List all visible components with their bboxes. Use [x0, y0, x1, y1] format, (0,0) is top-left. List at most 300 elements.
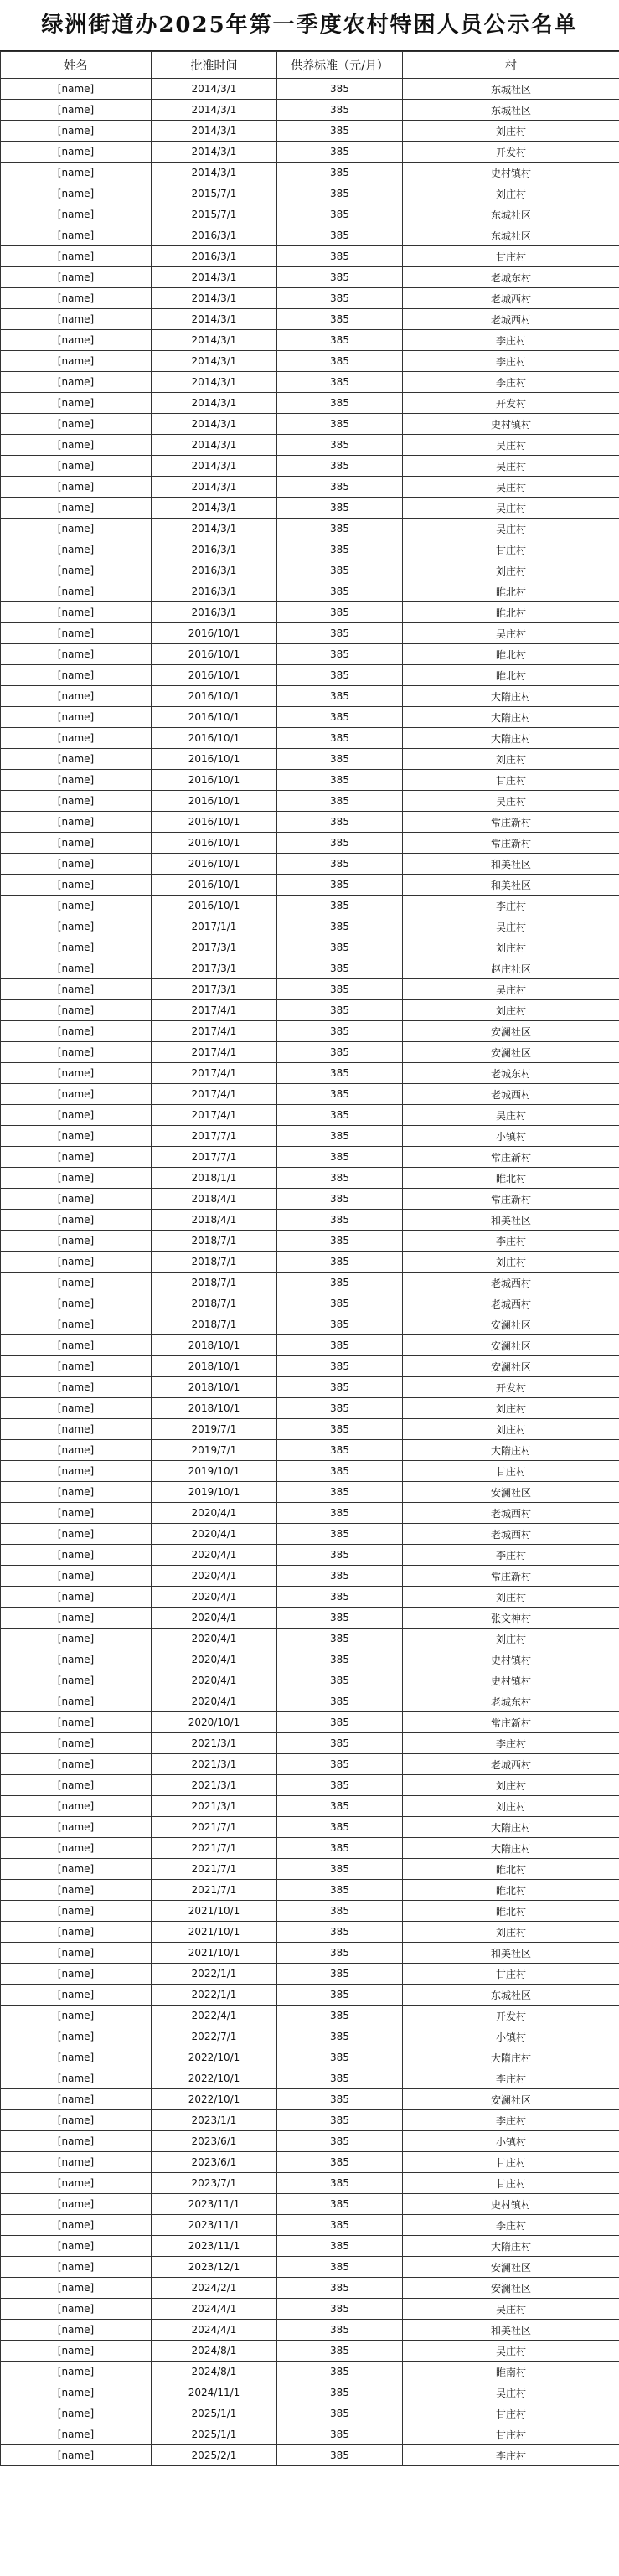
- name-cell: [name]: [1, 2362, 152, 2382]
- table-row: [1, 1398, 619, 1419]
- table-row: [1, 1419, 619, 1440]
- table-row: [1, 854, 619, 875]
- table-row: [1, 183, 619, 204]
- standard-cell: 385: [277, 2320, 403, 2341]
- table-row: [1, 1775, 619, 1796]
- table-row: [1, 1377, 619, 1398]
- name-cell: [name]: [1, 1482, 152, 1503]
- approval-date-cell: 2025/2/1: [152, 2445, 277, 2466]
- name-cell: [name]: [1, 1964, 152, 1985]
- table-row: [1, 728, 619, 749]
- standard-cell: 385: [277, 1691, 403, 1712]
- table-row: [1, 2341, 619, 2362]
- village-cell: 安澜社区: [403, 2278, 619, 2299]
- name-cell: [name]: [1, 477, 152, 498]
- name-cell: [name]: [1, 1838, 152, 1859]
- table-row: [1, 1545, 619, 1566]
- table-row: [1, 2110, 619, 2131]
- village-cell: 吴庄村: [403, 1105, 619, 1126]
- approval-date-cell: 2014/3/1: [152, 414, 277, 435]
- table-row: [1, 1754, 619, 1775]
- name-cell: [name]: [1, 686, 152, 707]
- standard-cell: 385: [277, 1733, 403, 1754]
- standard-cell: 385: [277, 2362, 403, 2382]
- name-cell: [name]: [1, 1587, 152, 1608]
- table-row: [1, 2403, 619, 2424]
- standard-cell: 385: [277, 1943, 403, 1964]
- village-cell: 甘庄村: [403, 770, 619, 791]
- approval-date-cell: 2022/4/1: [152, 2006, 277, 2026]
- table-row: [1, 2236, 619, 2257]
- column-header-approval-date: 批准时间: [152, 52, 277, 79]
- approval-date-cell: 2021/7/1: [152, 1838, 277, 1859]
- standard-cell: 385: [277, 1356, 403, 1377]
- approval-date-cell: 2019/10/1: [152, 1482, 277, 1503]
- approval-date-cell: 2016/10/1: [152, 875, 277, 896]
- name-cell: [name]: [1, 1147, 152, 1168]
- approval-date-cell: 2024/2/1: [152, 2278, 277, 2299]
- village-cell: 小镇村: [403, 2026, 619, 2047]
- standard-cell: 385: [277, 979, 403, 1000]
- table-row: [1, 1273, 619, 1293]
- approval-date-cell: 2016/10/1: [152, 686, 277, 707]
- standard-cell: 385: [277, 330, 403, 351]
- village-cell: 和美社区: [403, 854, 619, 875]
- approval-date-cell: 2017/7/1: [152, 1147, 277, 1168]
- name-cell: [name]: [1, 1922, 152, 1943]
- name-cell: [name]: [1, 1566, 152, 1587]
- name-cell: [name]: [1, 2341, 152, 2362]
- approval-date-cell: 2016/10/1: [152, 833, 277, 854]
- standard-cell: 385: [277, 1754, 403, 1775]
- name-cell: [name]: [1, 1461, 152, 1482]
- standard-cell: 385: [277, 1880, 403, 1901]
- table-row: [1, 204, 619, 225]
- village-cell: 老城西村: [403, 1754, 619, 1775]
- approval-date-cell: 2016/10/1: [152, 896, 277, 916]
- table-row: [1, 1838, 619, 1859]
- name-cell: [name]: [1, 770, 152, 791]
- village-cell: 史村镇村: [403, 1670, 619, 1691]
- approval-date-cell: 2018/1/1: [152, 1168, 277, 1189]
- approval-date-cell: 2014/3/1: [152, 79, 277, 100]
- approval-date-cell: 2024/8/1: [152, 2341, 277, 2362]
- approval-date-cell: 2014/3/1: [152, 309, 277, 330]
- village-cell: 睢北村: [403, 1168, 619, 1189]
- table-row: [1, 1629, 619, 1649]
- standard-cell: 385: [277, 1922, 403, 1943]
- village-cell: 史村镇村: [403, 414, 619, 435]
- table-row: [1, 1000, 619, 1021]
- table-row: [1, 1712, 619, 1733]
- table-row: [1, 1503, 619, 1524]
- approval-date-cell: 2020/4/1: [152, 1691, 277, 1712]
- approval-date-cell: 2014/3/1: [152, 435, 277, 456]
- name-cell: [name]: [1, 1943, 152, 1964]
- approval-date-cell: 2014/3/1: [152, 121, 277, 142]
- village-cell: 李庄村: [403, 2215, 619, 2236]
- table-row: [1, 2152, 619, 2173]
- name-cell: [name]: [1, 163, 152, 183]
- name-cell: [name]: [1, 2068, 152, 2089]
- name-cell: [name]: [1, 2089, 152, 2110]
- name-cell: [name]: [1, 142, 152, 163]
- approval-date-cell: 2014/3/1: [152, 477, 277, 498]
- standard-cell: 385: [277, 288, 403, 309]
- village-cell: 甘庄村: [403, 2424, 619, 2445]
- approval-date-cell: 2018/7/1: [152, 1314, 277, 1335]
- village-cell: 大隋庄村: [403, 1838, 619, 1859]
- name-cell: [name]: [1, 79, 152, 100]
- village-cell: 刘庄村: [403, 749, 619, 770]
- approval-date-cell: 2023/6/1: [152, 2152, 277, 2173]
- village-cell: 和美社区: [403, 1943, 619, 1964]
- approval-date-cell: 2017/4/1: [152, 1105, 277, 1126]
- table-row: [1, 560, 619, 581]
- village-cell: 大隋庄村: [403, 1817, 619, 1838]
- name-cell: [name]: [1, 498, 152, 519]
- approval-date-cell: 2016/3/1: [152, 581, 277, 602]
- name-cell: [name]: [1, 2152, 152, 2173]
- name-cell: [name]: [1, 2110, 152, 2131]
- standard-cell: 385: [277, 1147, 403, 1168]
- table-row: [1, 2068, 619, 2089]
- name-cell: [name]: [1, 2026, 152, 2047]
- standard-cell: 385: [277, 2089, 403, 2110]
- village-cell: 老城西村: [403, 1524, 619, 1545]
- standard-cell: 385: [277, 2382, 403, 2403]
- table-row: [1, 435, 619, 456]
- table-row: [1, 477, 619, 498]
- table-row: [1, 1796, 619, 1817]
- standard-cell: 385: [277, 1063, 403, 1084]
- table-row: [1, 707, 619, 728]
- village-cell: 老城东村: [403, 1691, 619, 1712]
- table-row: [1, 2278, 619, 2299]
- standard-cell: 385: [277, 1293, 403, 1314]
- village-cell: 安澜社区: [403, 1021, 619, 1042]
- standard-cell: 385: [277, 372, 403, 393]
- village-cell: 吴庄村: [403, 916, 619, 937]
- approval-date-cell: 2016/3/1: [152, 602, 277, 623]
- standard-cell: 385: [277, 896, 403, 916]
- standard-cell: 385: [277, 1398, 403, 1419]
- name-cell: [name]: [1, 665, 152, 686]
- village-cell: 小镇村: [403, 2131, 619, 2152]
- approval-date-cell: 2018/4/1: [152, 1189, 277, 1210]
- table-row: [1, 539, 619, 560]
- standard-cell: 385: [277, 2047, 403, 2068]
- approval-date-cell: 2014/3/1: [152, 456, 277, 477]
- name-cell: [name]: [1, 581, 152, 602]
- standard-cell: 385: [277, 204, 403, 225]
- standard-cell: 385: [277, 791, 403, 812]
- standard-cell: 385: [277, 100, 403, 121]
- table-row: [1, 1901, 619, 1922]
- standard-cell: 385: [277, 1587, 403, 1608]
- table-row: [1, 1649, 619, 1670]
- table-row: [1, 1943, 619, 1964]
- table-row: [1, 623, 619, 644]
- table-row: [1, 1733, 619, 1754]
- table-row: [1, 1608, 619, 1629]
- table-row: [1, 1293, 619, 1314]
- approval-date-cell: 2016/3/1: [152, 539, 277, 560]
- approval-date-cell: 2016/10/1: [152, 707, 277, 728]
- name-cell: [name]: [1, 875, 152, 896]
- village-cell: 东城社区: [403, 204, 619, 225]
- name-cell: [name]: [1, 1000, 152, 1021]
- table-row: [1, 1210, 619, 1231]
- village-cell: 刘庄村: [403, 937, 619, 958]
- name-cell: [name]: [1, 1189, 152, 1210]
- approval-date-cell: 2017/4/1: [152, 1021, 277, 1042]
- standard-cell: 385: [277, 477, 403, 498]
- approval-date-cell: 2017/3/1: [152, 958, 277, 979]
- village-cell: 史村镇村: [403, 1649, 619, 1670]
- village-cell: 李庄村: [403, 372, 619, 393]
- table-row: [1, 1587, 619, 1608]
- table-row: [1, 1189, 619, 1210]
- village-cell: 东城社区: [403, 225, 619, 246]
- approval-date-cell: 2018/7/1: [152, 1293, 277, 1314]
- standard-cell: 385: [277, 1482, 403, 1503]
- table-row: [1, 1964, 619, 1985]
- village-cell: 吴庄村: [403, 519, 619, 539]
- name-cell: [name]: [1, 1335, 152, 1356]
- name-cell: [name]: [1, 2445, 152, 2466]
- standard-cell: 385: [277, 246, 403, 267]
- approval-date-cell: 2015/7/1: [152, 204, 277, 225]
- table-row: [1, 1859, 619, 1880]
- village-cell: 吴庄村: [403, 623, 619, 644]
- standard-cell: 385: [277, 1901, 403, 1922]
- table-row: [1, 1985, 619, 2006]
- table-row: [1, 644, 619, 665]
- name-cell: [name]: [1, 2424, 152, 2445]
- village-cell: 史村镇村: [403, 2194, 619, 2215]
- table-row: [1, 833, 619, 854]
- approval-date-cell: 2020/4/1: [152, 1608, 277, 1629]
- table-row: [1, 519, 619, 539]
- standard-cell: 385: [277, 2131, 403, 2152]
- approval-date-cell: 2017/1/1: [152, 916, 277, 937]
- table-row: [1, 309, 619, 330]
- name-cell: [name]: [1, 1733, 152, 1754]
- name-cell: [name]: [1, 1754, 152, 1775]
- approval-date-cell: 2020/4/1: [152, 1524, 277, 1545]
- name-cell: [name]: [1, 539, 152, 560]
- name-cell: [name]: [1, 1042, 152, 1063]
- approval-date-cell: 2023/12/1: [152, 2257, 277, 2278]
- village-cell: 安澜社区: [403, 2257, 619, 2278]
- approval-date-cell: 2014/3/1: [152, 351, 277, 372]
- approval-date-cell: 2017/7/1: [152, 1126, 277, 1147]
- standard-cell: 385: [277, 1440, 403, 1461]
- table-row: [1, 2089, 619, 2110]
- standard-cell: 385: [277, 1524, 403, 1545]
- table-row: [1, 749, 619, 770]
- standard-cell: 385: [277, 519, 403, 539]
- village-cell: 安澜社区: [403, 1314, 619, 1335]
- name-cell: [name]: [1, 519, 152, 539]
- name-cell: [name]: [1, 979, 152, 1000]
- standard-cell: 385: [277, 1461, 403, 1482]
- village-cell: 开发村: [403, 393, 619, 414]
- name-cell: [name]: [1, 1398, 152, 1419]
- standard-cell: 385: [277, 498, 403, 519]
- name-cell: [name]: [1, 2257, 152, 2278]
- name-cell: [name]: [1, 2382, 152, 2403]
- standard-cell: 385: [277, 1838, 403, 1859]
- approval-date-cell: 2023/11/1: [152, 2215, 277, 2236]
- table-row: [1, 2173, 619, 2194]
- approval-date-cell: 2020/10/1: [152, 1712, 277, 1733]
- table-row: [1, 770, 619, 791]
- name-cell: [name]: [1, 916, 152, 937]
- name-cell: [name]: [1, 414, 152, 435]
- standard-cell: 385: [277, 1105, 403, 1126]
- standard-cell: 385: [277, 2006, 403, 2026]
- name-cell: [name]: [1, 1021, 152, 1042]
- village-cell: 老城西村: [403, 288, 619, 309]
- name-cell: [name]: [1, 1063, 152, 1084]
- village-cell: 睢南村: [403, 2362, 619, 2382]
- standard-cell: 385: [277, 1000, 403, 1021]
- table-row: [1, 686, 619, 707]
- name-cell: [name]: [1, 1419, 152, 1440]
- name-cell: [name]: [1, 2173, 152, 2194]
- village-cell: 常庄新村: [403, 1566, 619, 1587]
- table-row: [1, 1314, 619, 1335]
- standard-cell: 385: [277, 958, 403, 979]
- table-row: [1, 79, 619, 100]
- approval-date-cell: 2024/11/1: [152, 2382, 277, 2403]
- name-cell: [name]: [1, 351, 152, 372]
- village-cell: 李庄村: [403, 1733, 619, 1754]
- approval-date-cell: 2017/3/1: [152, 937, 277, 958]
- village-cell: 睢北村: [403, 665, 619, 686]
- name-cell: [name]: [1, 1105, 152, 1126]
- standard-cell: 385: [277, 2236, 403, 2257]
- village-cell: 史村镇村: [403, 163, 619, 183]
- table-row: [1, 456, 619, 477]
- standard-cell: 385: [277, 2173, 403, 2194]
- standard-cell: 385: [277, 435, 403, 456]
- approval-date-cell: 2014/3/1: [152, 519, 277, 539]
- table-row: [1, 1147, 619, 1168]
- name-cell: [name]: [1, 1859, 152, 1880]
- village-cell: 安澜社区: [403, 1482, 619, 1503]
- village-cell: 刘庄村: [403, 1419, 619, 1440]
- standard-cell: 385: [277, 1042, 403, 1063]
- standard-cell: 385: [277, 1314, 403, 1335]
- standard-cell: 385: [277, 1231, 403, 1252]
- village-cell: 吴庄村: [403, 456, 619, 477]
- village-cell: 吴庄村: [403, 498, 619, 519]
- table-row: [1, 1021, 619, 1042]
- table-row: [1, 1524, 619, 1545]
- approval-date-cell: 2020/4/1: [152, 1670, 277, 1691]
- table-row: [1, 1168, 619, 1189]
- village-cell: 睢北村: [403, 1859, 619, 1880]
- name-cell: [name]: [1, 937, 152, 958]
- approval-date-cell: 2020/4/1: [152, 1587, 277, 1608]
- standard-cell: 385: [277, 2341, 403, 2362]
- name-cell: [name]: [1, 1880, 152, 1901]
- name-cell: [name]: [1, 2278, 152, 2299]
- approval-date-cell: 2016/10/1: [152, 749, 277, 770]
- village-cell: 刘庄村: [403, 1398, 619, 1419]
- standard-cell: 385: [277, 2424, 403, 2445]
- standard-cell: 385: [277, 1335, 403, 1356]
- approval-date-cell: 2022/10/1: [152, 2068, 277, 2089]
- village-cell: 李庄村: [403, 896, 619, 916]
- approval-date-cell: 2022/7/1: [152, 2026, 277, 2047]
- standard-cell: 385: [277, 1670, 403, 1691]
- table-row: [1, 1482, 619, 1503]
- name-cell: [name]: [1, 372, 152, 393]
- standard-cell: 385: [277, 686, 403, 707]
- approval-date-cell: 2018/10/1: [152, 1356, 277, 1377]
- table-row: [1, 937, 619, 958]
- standard-cell: 385: [277, 1126, 403, 1147]
- village-cell: 李庄村: [403, 330, 619, 351]
- approval-date-cell: 2024/4/1: [152, 2299, 277, 2320]
- standard-cell: 385: [277, 1566, 403, 1587]
- standard-cell: 385: [277, 79, 403, 100]
- approval-date-cell: 2021/7/1: [152, 1859, 277, 1880]
- standard-cell: 385: [277, 2194, 403, 2215]
- village-cell: 大隋庄村: [403, 2047, 619, 2068]
- table-row: [1, 602, 619, 623]
- approval-date-cell: 2021/7/1: [152, 1880, 277, 1901]
- approval-date-cell: 2015/7/1: [152, 183, 277, 204]
- village-cell: 开发村: [403, 2006, 619, 2026]
- name-cell: [name]: [1, 1440, 152, 1461]
- standard-cell: 385: [277, 225, 403, 246]
- name-cell: [name]: [1, 1712, 152, 1733]
- village-cell: 安澜社区: [403, 2089, 619, 2110]
- table-row: [1, 1042, 619, 1063]
- table-row: [1, 1922, 619, 1943]
- standard-cell: 385: [277, 560, 403, 581]
- standard-cell: 385: [277, 2215, 403, 2236]
- approval-date-cell: 2016/10/1: [152, 623, 277, 644]
- approval-date-cell: 2016/10/1: [152, 728, 277, 749]
- table-row: [1, 2026, 619, 2047]
- standard-cell: 385: [277, 2068, 403, 2089]
- village-cell: 赵庄社区: [403, 958, 619, 979]
- village-cell: 吴庄村: [403, 979, 619, 1000]
- village-cell: 刘庄村: [403, 183, 619, 204]
- village-cell: 李庄村: [403, 2068, 619, 2089]
- approval-date-cell: 2018/10/1: [152, 1398, 277, 1419]
- village-cell: 吴庄村: [403, 791, 619, 812]
- standard-cell: 385: [277, 1503, 403, 1524]
- approval-date-cell: 2014/3/1: [152, 100, 277, 121]
- standard-cell: 385: [277, 1377, 403, 1398]
- village-cell: 刘庄村: [403, 560, 619, 581]
- approval-date-cell: 2019/10/1: [152, 1461, 277, 1482]
- name-cell: [name]: [1, 2403, 152, 2424]
- name-cell: [name]: [1, 644, 152, 665]
- standard-cell: 385: [277, 728, 403, 749]
- approval-date-cell: 2021/3/1: [152, 1775, 277, 1796]
- name-cell: [name]: [1, 309, 152, 330]
- standard-cell: 385: [277, 267, 403, 288]
- column-header-name: 姓名: [1, 52, 152, 79]
